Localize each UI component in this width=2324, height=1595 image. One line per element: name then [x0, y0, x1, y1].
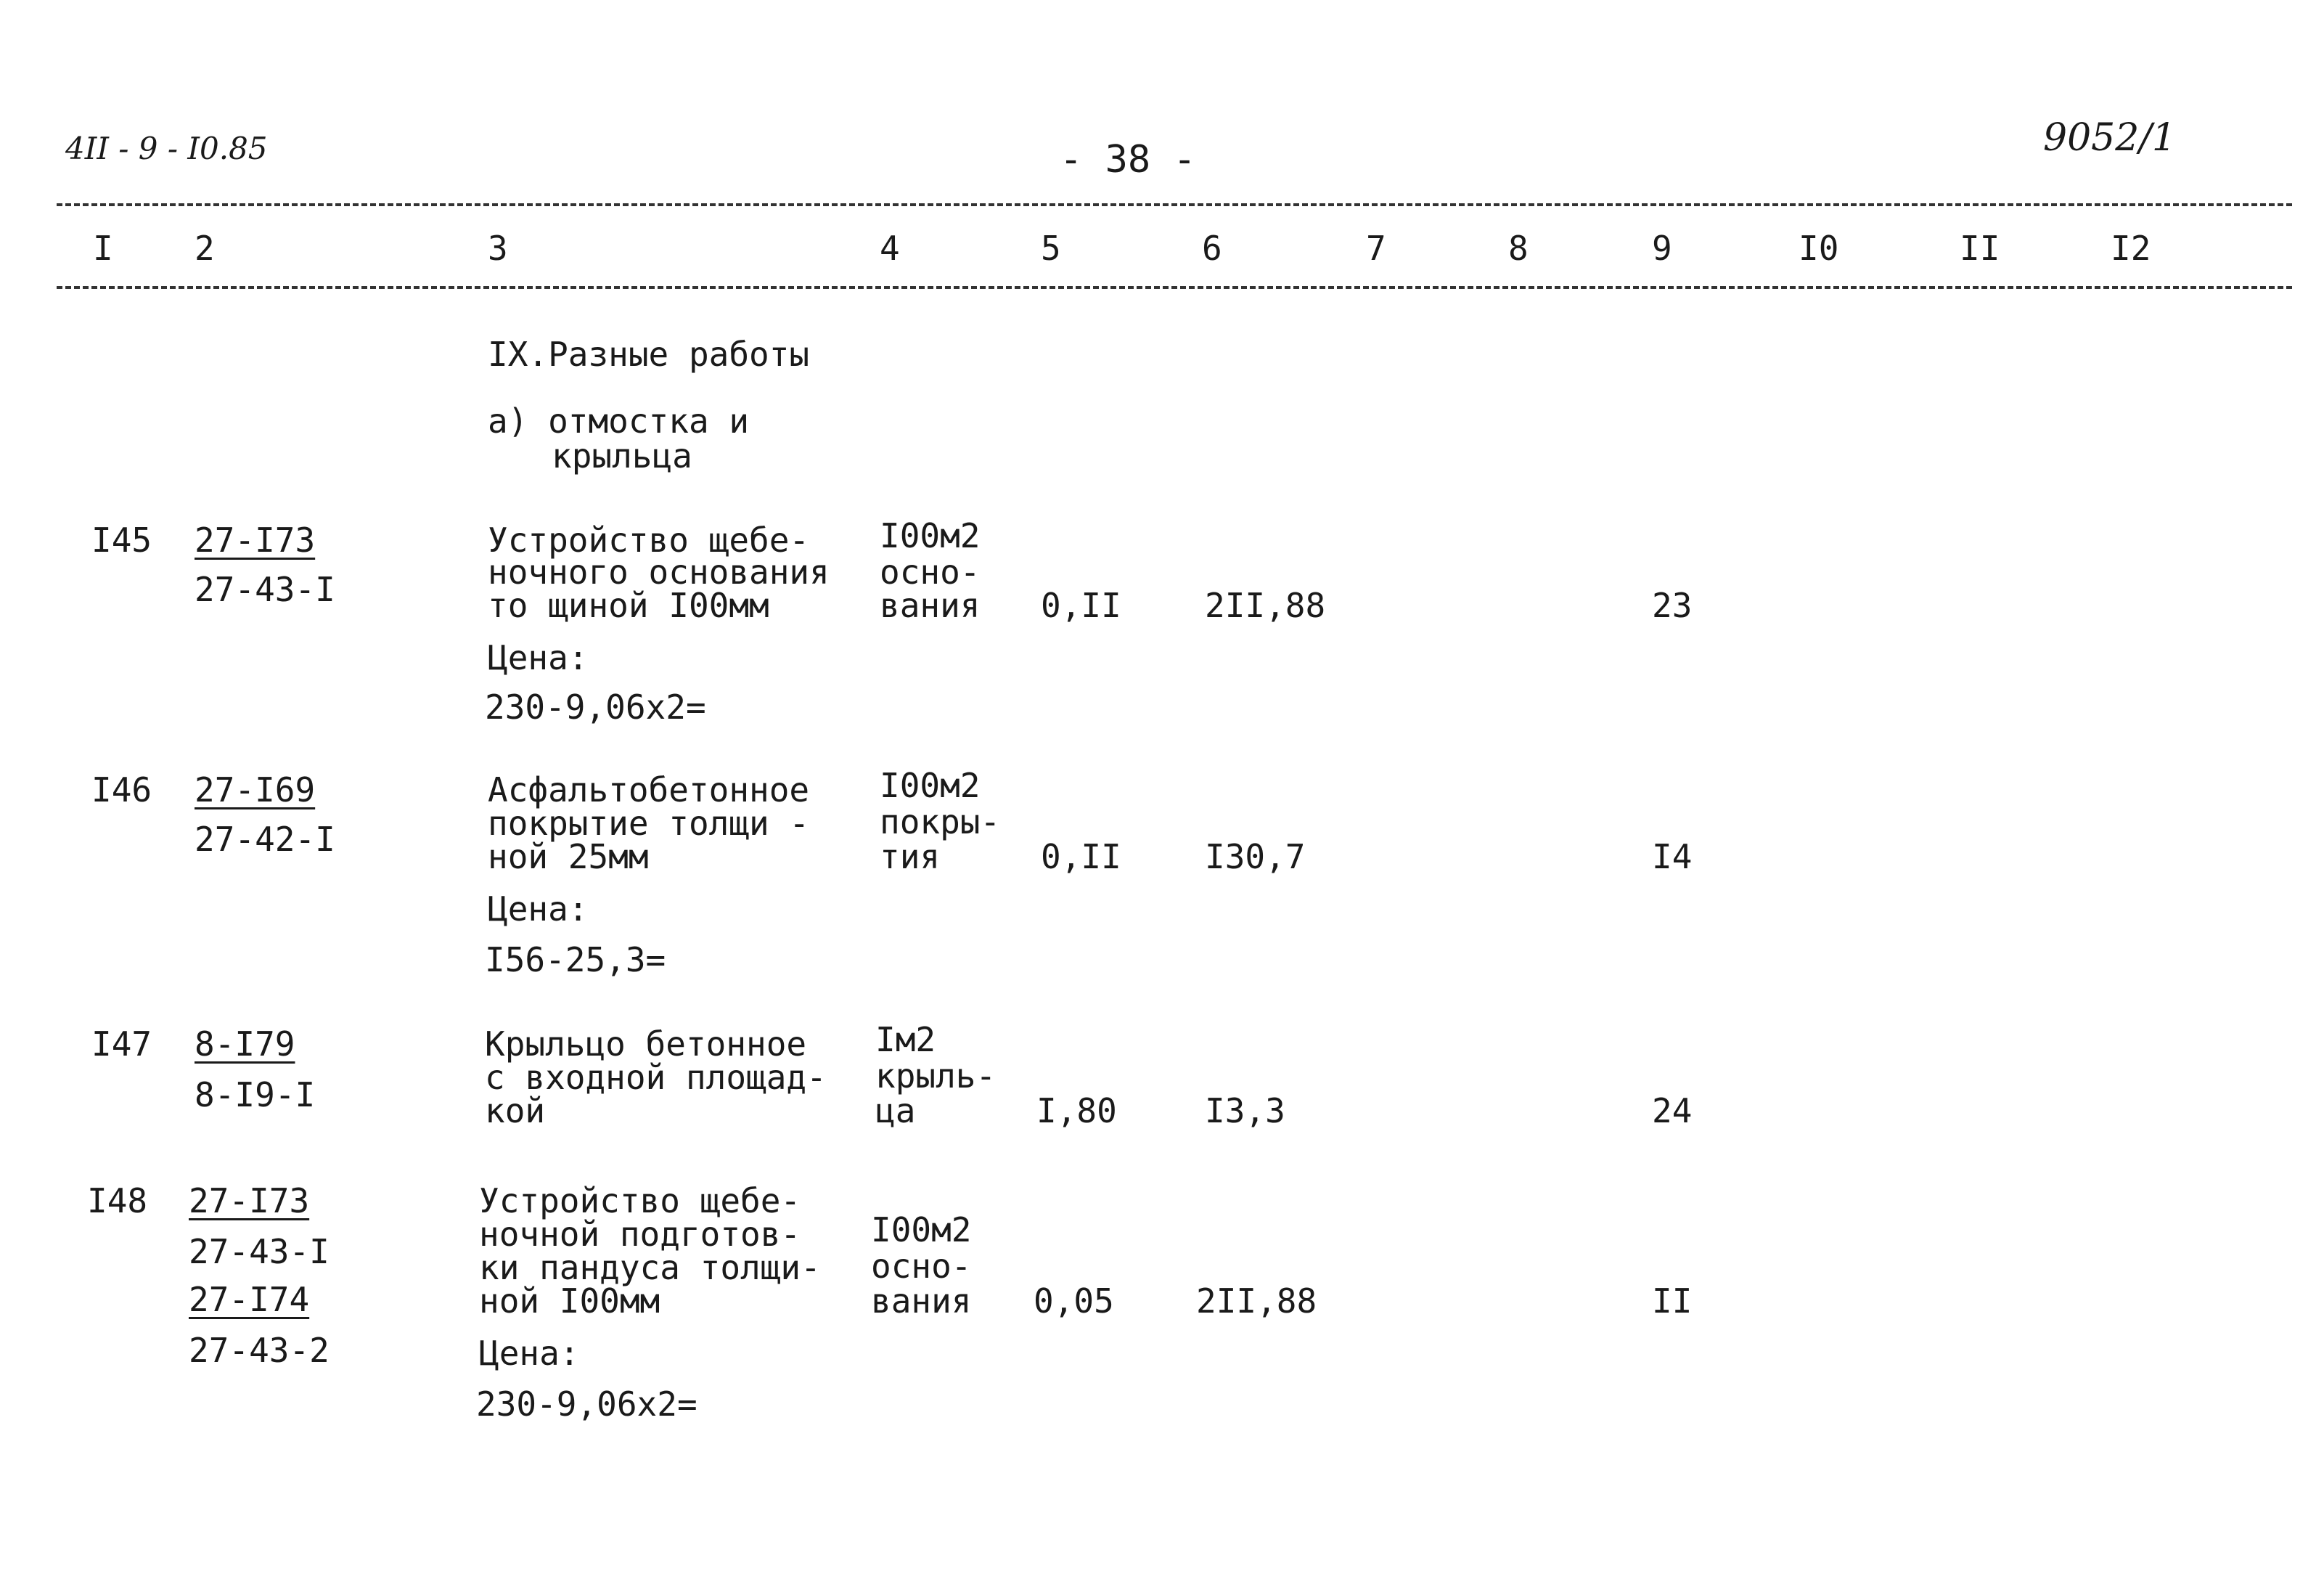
column-header: 7 [1366, 229, 1386, 268]
price-formula: 230-9,06х2= [476, 1384, 697, 1424]
column-header: 4 [880, 229, 900, 268]
cost-col6: 2II,88 [1196, 1281, 1317, 1321]
quantity: 0,II [1041, 586, 1121, 625]
page-number: - 38 - [1060, 138, 1196, 181]
price-formula: 230-9,06х2= [485, 688, 706, 727]
value-col9: II [1652, 1281, 1693, 1321]
unit: I00м2 [880, 766, 981, 805]
value-col9: I4 [1652, 837, 1693, 876]
value-col9: 23 [1652, 586, 1693, 625]
norm-code: 27-43-2 [189, 1331, 330, 1370]
work-description: с входной площад- [485, 1058, 827, 1097]
unit: осно- [880, 552, 981, 592]
cost-col6: I3,3 [1205, 1091, 1285, 1130]
value-col9: 24 [1652, 1091, 1693, 1130]
work-description: Асфальтобетонное [488, 770, 810, 809]
section-subtitle: а) отмостка и [488, 401, 750, 441]
row-number: I48 [87, 1181, 148, 1220]
price-label: Цена: [488, 638, 589, 677]
price-formula: I56-25,3= [485, 940, 666, 979]
work-description: Устройство щебе- [479, 1181, 801, 1220]
norm-code: 8-I9-I [195, 1075, 316, 1114]
work-description: Крыльцо бетонное [485, 1024, 807, 1064]
work-description: ной I00мм [479, 1281, 660, 1321]
price-label: Цена: [479, 1334, 580, 1373]
unit: вания [880, 586, 981, 625]
quantity: I,80 [1036, 1091, 1117, 1130]
header-bottom-rule [57, 286, 2292, 289]
row-number: I47 [91, 1024, 152, 1064]
unit: покры- [880, 802, 1001, 841]
norm-code: 27-I74 [189, 1280, 310, 1319]
column-header: 2 [195, 229, 215, 268]
row-number: I46 [91, 770, 152, 809]
work-description: ночного основания [488, 552, 830, 592]
column-header: I [93, 229, 113, 268]
work-description: кой [485, 1091, 546, 1130]
norm-code: 27-43-I [189, 1232, 330, 1271]
header-top-rule [57, 203, 2292, 206]
work-description: ки пандуса толщи- [479, 1248, 821, 1287]
work-description: покрытие толщи - [488, 804, 810, 843]
norm-code: 27-43-I [195, 570, 335, 609]
work-description: ной 25мм [488, 837, 649, 876]
column-header: II [1960, 229, 2000, 268]
archive-stamp: 9052/1 [2043, 116, 2176, 160]
section-subtitle-cont: крыльца [552, 436, 692, 476]
unit: вания [871, 1281, 972, 1321]
section-title: IX.Разные работы [488, 335, 810, 374]
cost-col6: I30,7 [1205, 837, 1306, 876]
column-header: I0 [1799, 229, 1839, 268]
row-number: I45 [91, 521, 152, 560]
norm-code: 27-42-I [195, 820, 335, 859]
unit: осно- [871, 1247, 972, 1286]
cost-col6: 2II,88 [1205, 586, 1326, 625]
unit: I00м2 [880, 516, 981, 555]
column-header: 3 [488, 229, 508, 268]
norm-code: 27-I69 [195, 770, 316, 809]
quantity: 0,05 [1034, 1281, 1114, 1321]
column-header: I2 [2111, 229, 2151, 268]
document-code: 4II - 9 - I0.85 [65, 131, 268, 166]
norm-code: 27-I73 [195, 521, 316, 560]
unit: тия [880, 837, 941, 876]
work-description: Устройство щебе- [488, 521, 810, 560]
work-description: то щиной I00мм [488, 586, 769, 625]
norm-code: 27-I73 [189, 1181, 310, 1220]
price-label: Цена: [488, 889, 589, 929]
unit: ца [875, 1091, 916, 1130]
norm-code: 8-I79 [195, 1024, 295, 1064]
column-header: 9 [1652, 229, 1672, 268]
work-description: ночной подготов- [479, 1215, 801, 1254]
unit: Iм2 [875, 1020, 936, 1059]
column-header: 5 [1041, 229, 1061, 268]
quantity: 0,II [1041, 837, 1121, 876]
unit: крыль- [875, 1056, 997, 1096]
column-header: 6 [1202, 229, 1222, 268]
column-header: 8 [1508, 229, 1529, 268]
unit: I00м2 [871, 1210, 972, 1249]
